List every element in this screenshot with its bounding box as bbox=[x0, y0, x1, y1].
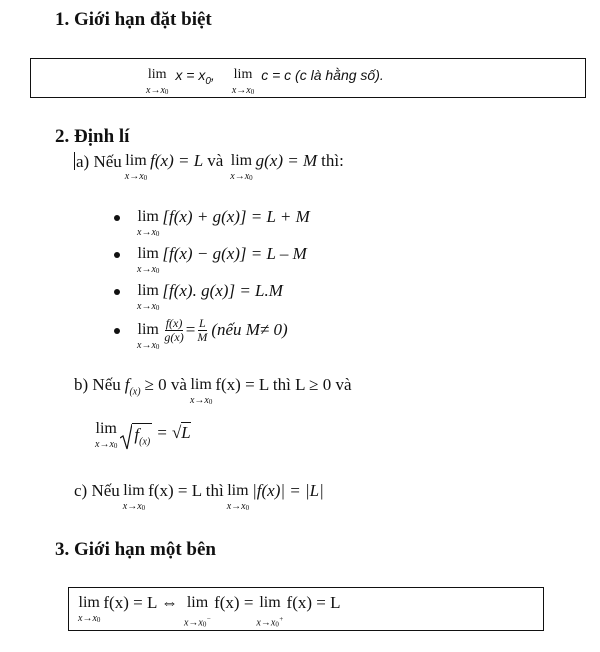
rule-quotient: lim $x\to x_0$ $\frac{f(x)}{g(x)}$ = $\frac{L}{M}$ (nếu M≠ 0) bbox=[114, 321, 310, 358]
limit-operator: lim $x\to x_0$ bbox=[137, 208, 160, 238]
sqrt-f-x: $f_{(x)}$ bbox=[120, 420, 152, 453]
rule-product: lim $x\to x_0$ [f(x). g(x)] = L.M bbox=[114, 282, 310, 319]
limit-operator: lim $x\to x_0$ bbox=[122, 482, 146, 512]
bullet-icon bbox=[114, 215, 120, 221]
f-of-x-subscript: $f_{(x)}$ bbox=[124, 375, 141, 398]
theorem-a-prefix: a) Nếu bbox=[76, 152, 122, 171]
limit-operator: lim $x\to x_0$ bbox=[146, 67, 169, 96]
theorem-b-statement: b) Nếu $f_{(x)}$ ≥ 0 và lim $x\to x_0$ f(x) = L thì L ≥ 0 và bbox=[74, 375, 352, 406]
limit-operator: lim $x\to x_0$ bbox=[137, 245, 160, 275]
right-limit-operator: lim $x\to x_0^+$ bbox=[256, 594, 284, 629]
special-limits-box bbox=[30, 58, 586, 98]
one-sided-limits-box bbox=[68, 587, 544, 631]
bullet-icon bbox=[114, 252, 120, 258]
limit-operator: lim $x\to x_0$ bbox=[124, 152, 148, 182]
limit-operator: lim $x\to x_0$ bbox=[137, 282, 160, 312]
special-limits-formula bbox=[143, 66, 384, 98]
fraction-l-over-m: $\frac{L}{M}$ bbox=[197, 316, 208, 344]
limit-x-expression: $x = x_0$, bbox=[175, 67, 215, 87]
one-sided-limits-formula: lim $x\to x_0$ f(x) = L ⇔ lim $x\to x_0^-$ f(x) = lim $x\to x_0^+$ f(x) = L bbox=[78, 593, 341, 629]
limit-operator: lim $x\to x_0$ bbox=[95, 420, 118, 450]
theorem-a-statement: a) Nếu lim $x\to x_0$ f(x) = L và lim $x\to x_0$ g(x) = M thì: bbox=[76, 151, 344, 182]
sqrt-l-result: = √L bbox=[156, 423, 191, 442]
section-1-title: 1. Giới hạn đặt biệt bbox=[55, 9, 212, 30]
bullet-icon bbox=[114, 289, 120, 295]
limit-operator: lim $x\to x_0$ bbox=[226, 482, 250, 512]
limit-operator: lim $x\to x_0$ bbox=[189, 376, 213, 406]
rules-list bbox=[114, 208, 310, 358]
limit-constant-expression: c = c (c là hằng số). bbox=[261, 67, 384, 83]
bullet-icon bbox=[114, 328, 120, 334]
left-limit-operator: lim $x\to x_0^-$ bbox=[183, 594, 212, 629]
limit-operator: lim $x\to x_0$ bbox=[137, 321, 160, 351]
theorem-c-statement: c) Nếu lim $x\to x_0$ f(x) = L thì lim $x\to x_0$ |f(x)| = |L| bbox=[74, 481, 324, 512]
rule-sum: lim $x\to x_0$ [f(x) + g(x)] = L + M bbox=[114, 208, 310, 245]
radical-icon bbox=[120, 420, 132, 450]
section-3-title: 3. Giới hạn một bên bbox=[55, 539, 216, 560]
rule-difference: lim $x\to x_0$ [f(x) − g(x)] = L – M bbox=[114, 245, 310, 282]
limit-operator: lim $x\to x_0$ bbox=[230, 152, 253, 182]
limit-operator: lim $x\to x_0$ bbox=[78, 594, 101, 624]
theorem-b-sqrt-limit bbox=[92, 420, 191, 453]
fraction-f-over-g: $\frac{f(x)}{g(x)}$ bbox=[164, 316, 184, 344]
limit-operator: lim $x\to x_0$ bbox=[231, 67, 255, 96]
section-2-title: 2. Định lí bbox=[55, 126, 130, 147]
